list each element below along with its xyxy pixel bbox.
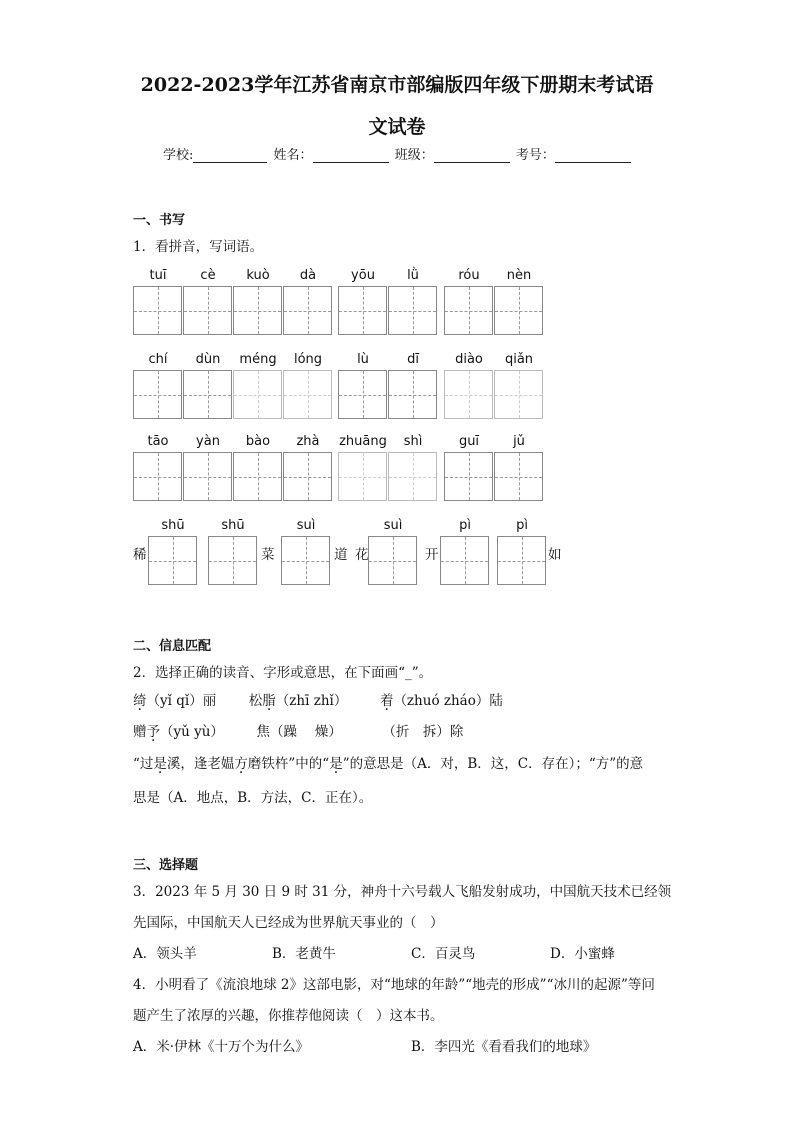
name-blank[interactable] xyxy=(313,148,389,163)
q2-item[interactable]: （折 拆）除 xyxy=(382,724,464,740)
writing-box[interactable] xyxy=(183,452,232,501)
section-heading-writing: 一、书写 xyxy=(133,213,186,228)
q2-item[interactable]: （yǔ yù） xyxy=(160,724,224,740)
q2-item[interactable]: （zhī zhǐ） xyxy=(275,693,348,709)
pinyin-label: shì xyxy=(403,434,423,449)
writing-box[interactable] xyxy=(183,370,232,419)
pinyin-label: lóng xyxy=(293,352,323,367)
dotted-char: 方 xyxy=(234,756,248,772)
q2-line4: 思是（A．地点，B．方法，C．正在）。 xyxy=(133,790,373,806)
writing-box[interactable] xyxy=(494,286,543,335)
q3-line2: 先国际，中国航天人已经成为世界航天事业的（ ） xyxy=(133,915,444,931)
pinyin-label: lǜ xyxy=(407,268,419,283)
q3-option-b[interactable]: B．老黄牛 xyxy=(272,946,336,962)
writing-box[interactable] xyxy=(497,536,546,585)
dotted-char: 是 xyxy=(153,756,167,772)
section-heading-choice: 三、选择题 xyxy=(133,858,199,873)
writing-box[interactable] xyxy=(338,452,387,501)
writing-box[interactable] xyxy=(133,286,182,335)
dotted-char: 绮 xyxy=(133,693,147,709)
pinyin-label: guī xyxy=(458,434,480,449)
q3-option-c[interactable]: C．百灵鸟 xyxy=(411,946,476,962)
q2-char: 赠 xyxy=(133,724,147,740)
row4-char: 菜 xyxy=(261,547,275,563)
text-run: 溪，逢老媪 xyxy=(166,756,235,772)
writing-box[interactable] xyxy=(281,536,330,585)
class-blank[interactable] xyxy=(434,148,510,163)
school-blank[interactable] xyxy=(193,148,267,163)
pinyin-label: chí xyxy=(148,352,168,367)
writing-box[interactable] xyxy=(233,370,282,419)
pinyin-label: nèn xyxy=(506,268,532,283)
name-label: 姓名： xyxy=(273,148,313,163)
row4-char: 花 xyxy=(355,547,369,563)
writing-box[interactable] xyxy=(388,452,437,501)
dotted-char: 是 xyxy=(329,756,343,772)
class-label: 班级： xyxy=(394,148,434,163)
q4-option-b[interactable]: B．李四光《看看我们的地球》 xyxy=(411,1039,597,1055)
writing-box[interactable] xyxy=(233,452,282,501)
writing-box[interactable] xyxy=(283,452,332,501)
pinyin-label: tuī xyxy=(149,268,167,283)
pinyin-label: méng xyxy=(239,352,277,367)
question-1: 1．看拼音，写词语。 xyxy=(133,239,264,255)
q3-line1: 3．2023 年 5 月 30 日 9 时 31 分，神舟十六号载人飞船发射成功，中国航天技术已经领 xyxy=(133,884,672,900)
writing-box[interactable] xyxy=(338,286,387,335)
writing-box[interactable] xyxy=(133,452,182,501)
q3-option-d[interactable]: D．小蜜蜂 xyxy=(550,946,615,962)
dotted-char: 予 xyxy=(146,724,160,740)
q2-line3 xyxy=(133,752,643,772)
pinyin-label: yàn xyxy=(196,434,220,449)
writing-box[interactable] xyxy=(208,536,257,585)
section-heading-info-match: 二、信息匹配 xyxy=(133,639,212,654)
text-run: ”的意思是（A．对，B．这，C．存在）；“方”的意 xyxy=(342,756,644,772)
pinyin-label: dà xyxy=(299,268,317,283)
question-2: 2．选择正确的读音、字形或意思，在下面画“_”。 xyxy=(133,665,433,681)
writing-box[interactable] xyxy=(494,370,543,419)
writing-box[interactable] xyxy=(183,286,232,335)
q2-item[interactable]: （yǐ qǐ）丽 xyxy=(146,693,217,709)
row4-char: 稀 xyxy=(133,547,147,563)
pinyin-label: zhuāng xyxy=(339,434,387,449)
q4-line2: 题产生了浓厚的兴趣，你推荐他阅读（ ）这本书。 xyxy=(133,1008,444,1024)
writing-box[interactable] xyxy=(338,370,387,419)
pinyin-label: jǔ xyxy=(513,434,525,449)
pinyin-label: bào xyxy=(245,434,271,449)
exam-title-line2: 文试卷 xyxy=(368,116,426,138)
pinyin-label: kuò xyxy=(246,268,270,283)
dotted-char: 脂 xyxy=(262,693,276,709)
writing-box[interactable] xyxy=(388,370,437,419)
writing-box[interactable] xyxy=(444,452,493,501)
pinyin-label: dùn xyxy=(195,352,221,367)
text-run: 磨铁杵”中的“ xyxy=(247,756,330,772)
q2-line2 xyxy=(133,720,463,740)
pinyin-label: suì xyxy=(383,518,403,533)
q3-option-a[interactable]: A．领头羊 xyxy=(133,946,197,962)
q4-option-a[interactable]: A．米·伊林《十万个为什么》 xyxy=(133,1039,310,1055)
row4-char: 开 xyxy=(425,547,439,563)
q4-line1: 4．小明看了《流浪地球 2》这部电影，对“地球的年龄”“地壳的形成”“冰川的起源”等问 xyxy=(133,977,655,993)
exam-no-blank[interactable] xyxy=(555,148,631,163)
q2-item[interactable]: （zhuó zháo）陆 xyxy=(393,693,503,709)
pinyin-label: shū xyxy=(221,518,245,533)
row4-char: 道 xyxy=(334,547,348,563)
writing-box[interactable] xyxy=(368,536,417,585)
pinyin-label: dī xyxy=(407,352,419,367)
pinyin-label: tāo xyxy=(147,434,169,449)
text-run: “过 xyxy=(133,756,154,772)
writing-box[interactable] xyxy=(283,370,332,419)
writing-box[interactable] xyxy=(283,286,332,335)
writing-box[interactable] xyxy=(444,286,493,335)
student-info-line xyxy=(163,144,633,163)
row4-char: 如 xyxy=(548,547,562,563)
writing-box[interactable] xyxy=(133,370,182,419)
writing-box[interactable] xyxy=(444,370,493,419)
exam-title-line1: 2022-2023学年江苏省南京市部编版四年级下册期末考试语 xyxy=(140,74,654,96)
dotted-char: 着 xyxy=(379,693,394,709)
pinyin-label: róu xyxy=(458,268,480,283)
pinyin-label: zhà xyxy=(296,434,320,449)
pinyin-label: pì xyxy=(459,518,471,533)
pinyin-label: qiǎn xyxy=(504,352,534,367)
q2-item[interactable]: 焦（躁 燥） xyxy=(256,724,342,740)
pinyin-label: shū xyxy=(161,518,185,533)
exam-no-label: 考号： xyxy=(515,148,555,163)
pinyin-label: pì xyxy=(516,518,528,533)
q2-char: 松 xyxy=(248,693,263,709)
pinyin-label: diào xyxy=(455,352,483,367)
pinyin-label: cè xyxy=(200,268,216,283)
writing-box[interactable] xyxy=(494,452,543,501)
school-label: 学校: xyxy=(163,148,194,163)
writing-box[interactable] xyxy=(233,286,282,335)
writing-box[interactable] xyxy=(388,286,437,335)
writing-box[interactable] xyxy=(148,536,197,585)
pinyin-label: suì xyxy=(296,518,316,533)
pinyin-label: lù xyxy=(357,352,369,367)
q2-line1 xyxy=(133,689,503,709)
pinyin-label: yōu xyxy=(351,268,375,283)
writing-box[interactable] xyxy=(440,536,489,585)
